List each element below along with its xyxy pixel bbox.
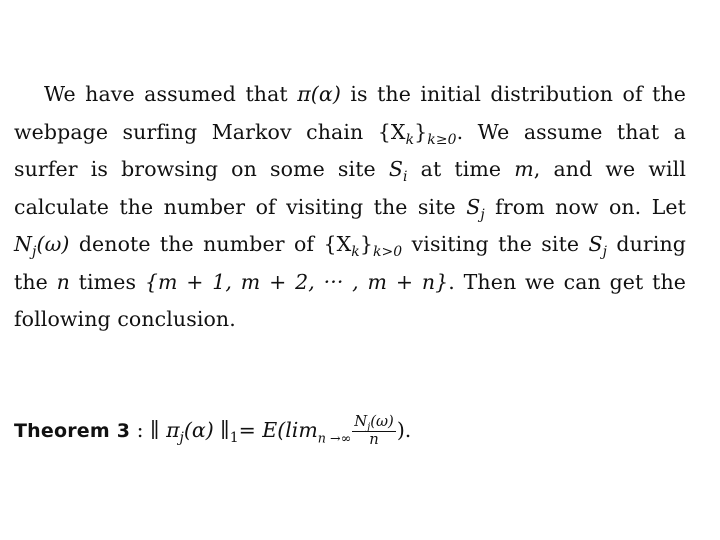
text-run: . We assume that a surfer is browsing on some site [14,119,686,181]
math-index: k>0 [372,244,403,261]
math-symbol: S [388,157,403,181]
math-markov-chain [323,232,403,261]
math-arg: (ω) [36,232,70,256]
math-limit-subscript: n →∞ [317,430,352,446]
text-run: visiting the site [402,232,589,256]
math-symbol: E(lim [262,418,318,442]
math-symbol: S [466,194,481,219]
math-site-sj [588,232,608,261]
math-subscript: k [405,131,415,148]
math-arg: (ω) [370,413,394,431]
math-subscript: k [351,244,360,261]
math-m: m [514,157,534,181]
math-norm-lhs [150,418,239,447]
math-subscript: j [367,421,371,433]
text-run: times [69,269,145,294]
text-run: from now on. Let [484,194,686,219]
text-run: denote the number of [69,232,324,256]
math-fraction [352,414,396,449]
fraction-denominator: n [369,431,379,448]
math-nj-omega [14,232,70,261]
math-pi-alpha: π(α) [297,82,341,106]
math-symbol: ∥ π [150,418,180,442]
math-subscript: j [480,206,485,223]
math-index: k≥0 [427,131,457,148]
math-site-si [388,157,408,186]
fraction-numerator [352,414,396,432]
text-run: We have assumed that [44,82,298,106]
math-norm-subscript: 1 [229,430,239,447]
theorem-statement [14,410,694,451]
math-subscript: j [32,244,37,261]
math-brace-var: {X [323,232,352,256]
math-times-set: {m + 1, m + 2, ··· , m + n} [144,269,449,294]
math-brace-var: {X [377,119,406,144]
math-arg: (α) ∥ [183,418,230,442]
math-subscript: j [602,244,608,261]
math-expectation [262,418,352,446]
math-symbol: N [14,232,33,256]
math-close: ). [396,418,412,442]
text-run: during the [14,232,687,294]
body-paragraph [14,76,686,339]
math-brace-close: } [359,232,373,256]
math-markov-chain [377,119,457,148]
math-symbol: S [588,232,603,256]
theorem-colon: : [130,418,151,442]
math-n: n [56,269,70,294]
math-subscript: i [403,169,408,186]
text-run: . Then we can get the following conclusion. [14,269,686,331]
math-symbol: N [354,413,368,431]
math-subscript: j [179,430,184,447]
text-run: , and we will calculate the number of visiting the site [14,157,686,219]
text-run: at time [407,157,515,181]
math-site-sj [466,194,485,223]
text-run: is the initial distribution of the webpage surfing Markov chain [14,82,686,144]
theorem-label: Theorem 3 [14,420,131,442]
math-equals: = [238,418,263,442]
math-brace-close: } [414,119,428,144]
